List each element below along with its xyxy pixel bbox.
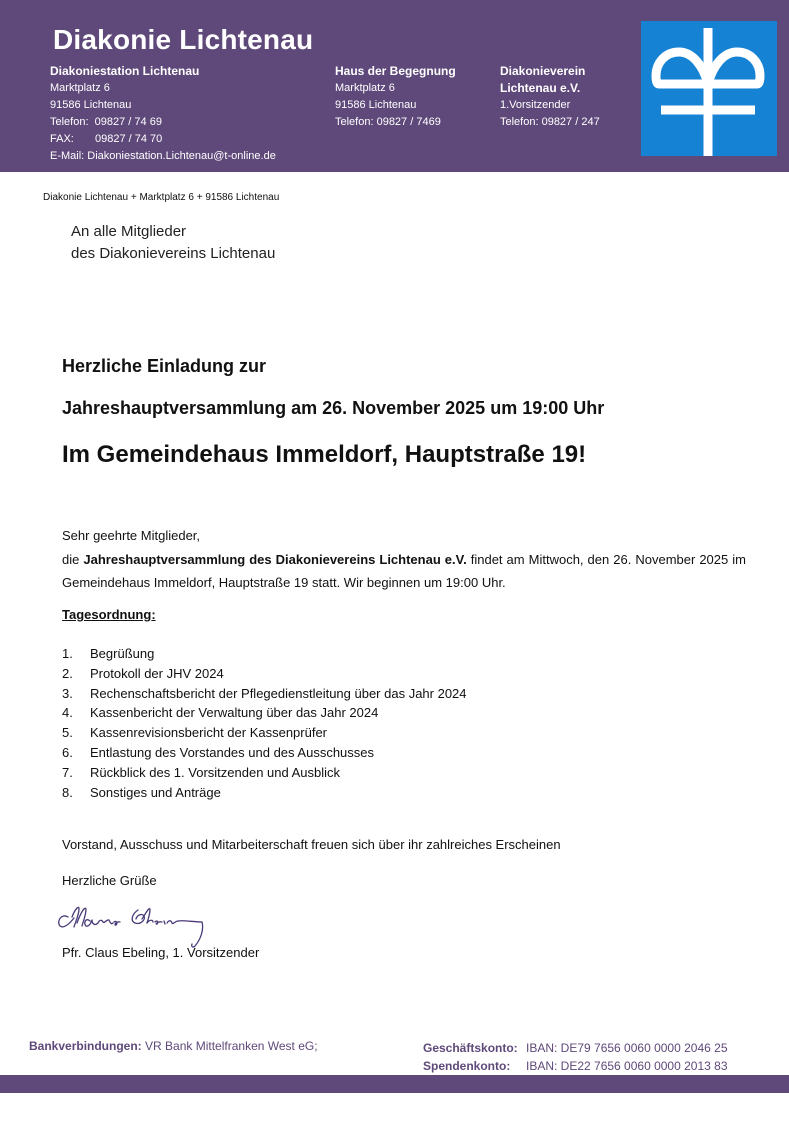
recipient-line1: An alle Mitglieder (71, 223, 187, 240)
list-item: 5. Kassenrevisionsbericht der Kassenprüfer (62, 725, 328, 741)
recipient-line2: des Diakonievereins Lichtenau (71, 245, 276, 262)
station-phone: Telefon: 09827 / 74 69 (50, 116, 162, 128)
account-details (423, 1039, 728, 1075)
list-item: 3. Rechenschaftsbericht der Pflegedienstleitung über das Jahr 2024 (62, 685, 467, 701)
footer-bar (0, 1075, 789, 1093)
bank-details: Bankverbindungen: VR Bank Mittelfranken West eG; (29, 1039, 318, 1053)
haus-contact (335, 63, 456, 131)
station-street: Marktplatz 6 (50, 82, 110, 94)
verein-name-line2: Lichtenau e.V. (500, 81, 581, 95)
meeting-date-heading: Jahreshauptversammlung am 26. November 2025 um 19:00 Uhr (62, 398, 605, 418)
body-bold-phrase: Jahreshauptversammlung des Diakonievereins Lichtenau e.V. (83, 552, 467, 567)
signer-name: Pfr. Claus Ebeling, 1. Vorsitzender (62, 945, 260, 960)
haus-street: Marktplatz 6 (335, 82, 395, 94)
sender-line: Diakonie Lichtenau + Marktplatz 6 + 91586 Lichtenau (43, 192, 280, 203)
letter-body: die Jahreshauptversammlung des Diakonievereins Lichtenau e.V. findet am Mittwoch, den 26. November 2025 im Gemeindehaus Immeldorf, Hauptstraße 19 statt. Wir beginnen um 19:00 Uhr. (62, 552, 746, 590)
station-name: Diakoniestation Lichtenau (50, 64, 200, 78)
agenda-title: Tagesordnung: (62, 607, 156, 622)
agenda-list (62, 644, 467, 802)
business-account: Geschäftskonto: IBAN: DE79 7656 0060 0000 2046 25 (423, 1041, 728, 1055)
station-city: 91586 Lichtenau (50, 99, 132, 111)
donation-account: Spendenkonto: IBAN: DE22 7656 0060 0000 2013 83 (423, 1059, 728, 1073)
station-contact (50, 63, 276, 165)
list-item: 6. Entlastung des Vorstandes und des Ausschusses (62, 744, 375, 760)
recipient-address (71, 221, 275, 265)
list-item: 8. Sonstiges und Anträge (62, 784, 221, 800)
invitation-heading: Herzliche Einladung zur (62, 356, 267, 376)
verein-name-line1: Diakonieverein (500, 64, 586, 78)
email-link[interactable]: Diakoniestation.Lichtenau@t-online.de (87, 150, 276, 162)
letterhead (0, 0, 789, 172)
haus-city: 91586 Lichtenau (335, 99, 417, 111)
verein-contact (500, 63, 600, 131)
list-item: 4. Kassenbericht der Verwaltung über das Jahr 2024 (62, 705, 379, 721)
org-title: Diakonie Lichtenau (53, 24, 314, 55)
list-item: 2. Protokoll der JHV 2024 (62, 665, 224, 681)
meeting-location-heading: Im Gemeindehaus Immeldorf, Hauptstraße 19! (62, 441, 587, 468)
list-item: 1. Begrüßung (62, 646, 155, 661)
haus-phone: Telefon: 09827 / 7469 (335, 116, 441, 128)
station-fax: FAX: 09827 / 74 70 (50, 133, 163, 145)
diakonie-cross-logo-icon (641, 21, 777, 156)
station-email: E-Mail: Diakoniestation.Lichtenau@t-online.de (50, 150, 276, 162)
haus-name: Haus der Begegnung (335, 64, 456, 78)
salutation: Sehr geehrte Mitglieder, (62, 528, 201, 543)
verein-phone: Telefon: 09827 / 247 (500, 116, 600, 128)
closing-text: Vorstand, Ausschuss und Mitarbeiterschaft freuen sich über ihr zahlreiches Erscheinen (62, 837, 561, 852)
greeting: Herzliche Grüße (62, 873, 157, 888)
verein-role: 1.Vorsitzender (500, 99, 571, 111)
list-item: 7. Rückblick des 1. Vorsitzenden und Ausblick (62, 764, 341, 780)
